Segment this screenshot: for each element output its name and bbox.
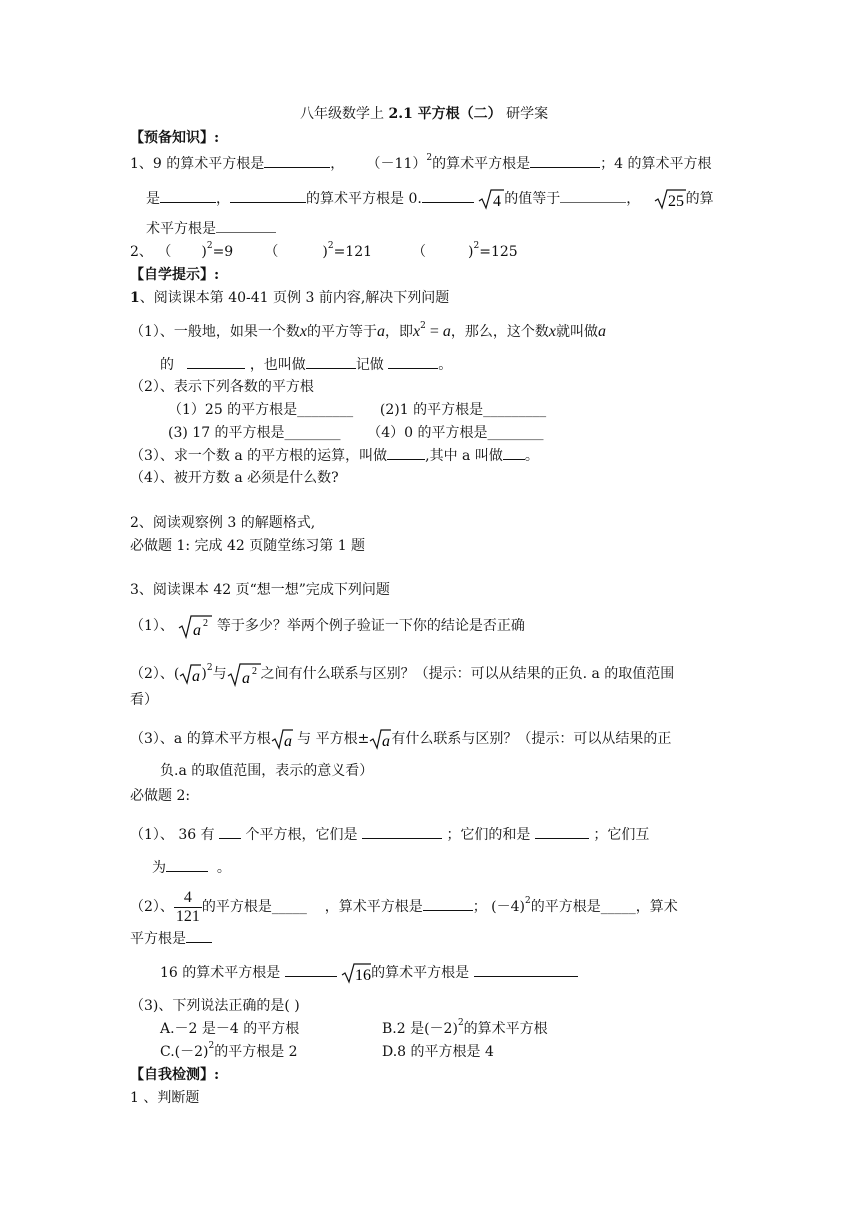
superscript: 2 bbox=[525, 896, 531, 907]
text: ；它们的和是 bbox=[446, 827, 531, 843]
answer-blank[interactable] bbox=[285, 962, 337, 977]
must-do-2: 必做题 2: bbox=[130, 788, 191, 804]
text: 术平方根是 bbox=[146, 221, 216, 237]
text: 的平方根是 2 bbox=[214, 1044, 298, 1060]
text: （1）、 bbox=[130, 618, 174, 634]
sqrt-25 bbox=[654, 188, 686, 210]
text: ；4 的算术平方根 bbox=[600, 156, 712, 172]
text: 有什么联系与区别？（提示：可以从结果的正 bbox=[391, 731, 672, 747]
sqrt-a-squared bbox=[178, 613, 212, 639]
must-do-1: 必做题 1: 完成 42 页随堂练习第 1 题 bbox=[130, 538, 366, 554]
sqrt-4 bbox=[478, 188, 504, 210]
text: （2）、 bbox=[130, 899, 174, 915]
q31-line bbox=[130, 613, 525, 639]
step-number: 1 bbox=[130, 290, 140, 306]
answer-blank[interactable] bbox=[219, 824, 241, 839]
text: （2）、( bbox=[130, 666, 180, 682]
sqrt-a bbox=[179, 663, 201, 685]
text: ，那么，这个数 bbox=[450, 324, 549, 340]
q33-cont: 负.a 的取值范围，表示的意义看） bbox=[160, 763, 374, 779]
heading-self-study: 【自学提示】: bbox=[130, 267, 220, 283]
answer-blank[interactable] bbox=[362, 824, 442, 839]
text: （1）、一般地，如果一个数 bbox=[130, 324, 300, 340]
text: 等于多少？举两个例子验证一下你的结论是否正确 bbox=[216, 618, 525, 634]
text: 。 bbox=[524, 448, 539, 464]
text: （3）、求一个数 a 的平方根的运算，叫做 bbox=[130, 448, 388, 464]
superscript: 2 bbox=[473, 241, 480, 252]
text: 的算术平方根是 bbox=[432, 156, 531, 172]
answer-blank[interactable] bbox=[387, 445, 425, 460]
text: 与 平方根± bbox=[292, 731, 370, 747]
text: 。 bbox=[216, 860, 231, 876]
text: C.(－2) bbox=[160, 1044, 209, 1060]
text: ， bbox=[330, 156, 345, 172]
sqrt-a bbox=[271, 728, 293, 750]
text: 之间有什么联系与区别？（提示：可以从结果的正负. a 的取值范围 bbox=[260, 666, 675, 682]
radicand: 4 bbox=[493, 193, 502, 210]
text: 的算 bbox=[685, 191, 714, 207]
text: ， bbox=[626, 191, 641, 207]
q2-line bbox=[130, 242, 518, 262]
q1-line2 bbox=[146, 188, 714, 210]
superscript: 2 bbox=[206, 663, 213, 674]
radicand: a bbox=[192, 668, 201, 685]
text: 的平方等于 bbox=[307, 324, 378, 340]
heading-self-check: 【自我检测】: bbox=[130, 1067, 220, 1083]
text: （－11） bbox=[366, 156, 427, 172]
judge-question: 1 、判断题 bbox=[130, 1090, 200, 1106]
text: ) bbox=[468, 244, 474, 260]
text: （ bbox=[412, 244, 427, 260]
m1-cont bbox=[152, 857, 231, 878]
answer-blank[interactable] bbox=[474, 962, 578, 977]
text: =121 bbox=[333, 244, 373, 260]
answer-blank[interactable] bbox=[187, 354, 245, 369]
text: （3）、a 的算术平方根 bbox=[130, 731, 271, 747]
text: ， bbox=[216, 191, 230, 207]
var: a bbox=[442, 323, 451, 340]
text: 就叫做 bbox=[556, 324, 599, 340]
text: 平方根是 bbox=[130, 931, 186, 947]
p2b-line bbox=[168, 423, 544, 443]
text: 的 bbox=[160, 357, 174, 373]
text: 的算术平方根是 0. bbox=[306, 191, 422, 207]
step-2: 2、阅读观察例 3 的解题格式, bbox=[130, 515, 316, 531]
p2a-line bbox=[168, 400, 546, 420]
text: ，即 bbox=[385, 324, 414, 340]
p1-line2 bbox=[160, 354, 452, 375]
heading-prep: 【预备知识】: bbox=[130, 130, 220, 146]
superscript: 2 bbox=[457, 1018, 464, 1029]
var: a bbox=[377, 323, 386, 340]
text: （1）25 的平方根是________ bbox=[168, 402, 354, 418]
p2-line: （2）、表示下列各数的平方根 bbox=[130, 379, 314, 395]
var: x bbox=[548, 323, 557, 340]
text: 的算术平方根 bbox=[463, 1021, 548, 1037]
answer-blank[interactable] bbox=[423, 896, 473, 911]
radicand: a bbox=[241, 670, 250, 687]
text: 2、 （ bbox=[130, 244, 172, 260]
option-c bbox=[160, 1042, 298, 1062]
text: 的算术平方根是 bbox=[371, 965, 470, 981]
step-3: 3、阅读课本 42 页“想一想”完成下列问题 bbox=[130, 582, 390, 598]
option-b bbox=[382, 1019, 548, 1039]
superscript: 2 bbox=[426, 153, 433, 164]
text: 个平方根，它们是 bbox=[245, 827, 358, 843]
numerator: 4 bbox=[174, 889, 202, 908]
text: =125 bbox=[479, 244, 518, 260]
answer-blank[interactable] bbox=[160, 188, 216, 203]
step-1 bbox=[130, 288, 449, 308]
text: 记做 bbox=[355, 357, 384, 373]
text: 的平方根是_____，算术 bbox=[530, 899, 678, 915]
answer-blank[interactable] bbox=[530, 153, 600, 168]
q33-line bbox=[130, 728, 671, 750]
answer-blank[interactable] bbox=[216, 218, 276, 233]
text: （1）、 36 有 bbox=[130, 827, 215, 843]
q32-cont: 看） bbox=[130, 692, 158, 708]
title-post: 研学案 bbox=[501, 106, 549, 122]
m3-line: （3)、下列说法正确的是( ) bbox=[130, 998, 300, 1014]
option-a: A.－2 是－4 的平方根 bbox=[160, 1021, 300, 1037]
text: ) bbox=[201, 244, 207, 260]
denominator: 121 bbox=[175, 907, 200, 925]
radicand: 25 bbox=[667, 193, 684, 210]
q32-line bbox=[130, 661, 674, 687]
text: 为 bbox=[152, 860, 166, 876]
radicand: 16 bbox=[355, 967, 372, 984]
text: 。 bbox=[438, 357, 453, 373]
superscript: 2 bbox=[208, 1041, 215, 1052]
var: x bbox=[413, 323, 421, 340]
fraction-4-121 bbox=[174, 889, 202, 926]
text: ) bbox=[322, 244, 328, 260]
text: ) bbox=[201, 666, 207, 682]
p1-line1 bbox=[130, 322, 606, 342]
text: (2)1 的平方根是_________ bbox=[379, 402, 547, 418]
text: （ bbox=[264, 244, 279, 260]
sqrt-a bbox=[369, 728, 391, 750]
answer-blank[interactable] bbox=[422, 188, 474, 203]
p3-line bbox=[130, 445, 539, 466]
answer-blank[interactable] bbox=[560, 188, 626, 203]
answer-blank[interactable] bbox=[535, 824, 589, 839]
text: 是 bbox=[146, 191, 160, 207]
text: 16 的算术平方根是 bbox=[160, 965, 281, 981]
answer-blank[interactable] bbox=[230, 188, 306, 203]
superscript: 2 bbox=[420, 321, 426, 332]
text: 的值等于 bbox=[504, 191, 561, 207]
exponent: 2 bbox=[251, 666, 257, 677]
sqrt-16 bbox=[341, 962, 371, 984]
p4-line: （4）、被开方数 a 必须是什么数? bbox=[130, 470, 339, 486]
text: 与 bbox=[212, 666, 227, 682]
text: 1、9 的算术平方根是 bbox=[130, 156, 265, 172]
radicand: a bbox=[382, 733, 391, 750]
answer-blank[interactable] bbox=[388, 354, 438, 369]
text: 的平方根是_____ bbox=[201, 899, 307, 915]
exponent: 2 bbox=[203, 618, 209, 629]
text: ，也叫做 bbox=[249, 357, 306, 373]
text: （4）0 的平方根是________ bbox=[367, 425, 544, 441]
answer-blank[interactable] bbox=[503, 445, 525, 460]
text: (3) 17 的平方根是________ bbox=[168, 425, 341, 441]
q1-line3 bbox=[146, 218, 276, 239]
m1-line bbox=[130, 824, 649, 845]
text: ；它们互 bbox=[593, 827, 650, 843]
var: a bbox=[598, 323, 607, 340]
answer-blank[interactable] bbox=[264, 153, 330, 168]
equals: = bbox=[425, 323, 443, 340]
answer-blank[interactable] bbox=[306, 354, 356, 369]
text: B.2 是(－2) bbox=[382, 1021, 458, 1037]
q1-line1 bbox=[130, 153, 711, 174]
m2-line bbox=[130, 884, 678, 930]
answer-blank[interactable] bbox=[186, 928, 212, 943]
m2-cont bbox=[130, 928, 212, 949]
radicand: a bbox=[193, 622, 202, 639]
answer-blank[interactable] bbox=[166, 857, 208, 872]
superscript: 2 bbox=[206, 241, 213, 252]
text: ； (－4) bbox=[472, 899, 526, 915]
text: ，算术平方根是 bbox=[324, 899, 423, 915]
title-bold: 2.1 平方根（二） bbox=[388, 106, 502, 122]
title-pre: 八年级数学上 bbox=[300, 106, 389, 122]
option-d: D.8 的平方根是 4 bbox=[382, 1044, 494, 1060]
text: 、阅读课本第 40-41 页例 3 前内容,解决下列问题 bbox=[139, 290, 450, 306]
page-title bbox=[300, 104, 548, 124]
text: =9 bbox=[212, 244, 234, 260]
superscript: 2 bbox=[327, 241, 334, 252]
sqrt-a-squared bbox=[227, 661, 261, 687]
var: x bbox=[299, 323, 308, 340]
text: ,其中 a 叫做 bbox=[425, 448, 503, 464]
m2c-line bbox=[160, 962, 578, 984]
radicand: a bbox=[283, 733, 292, 750]
